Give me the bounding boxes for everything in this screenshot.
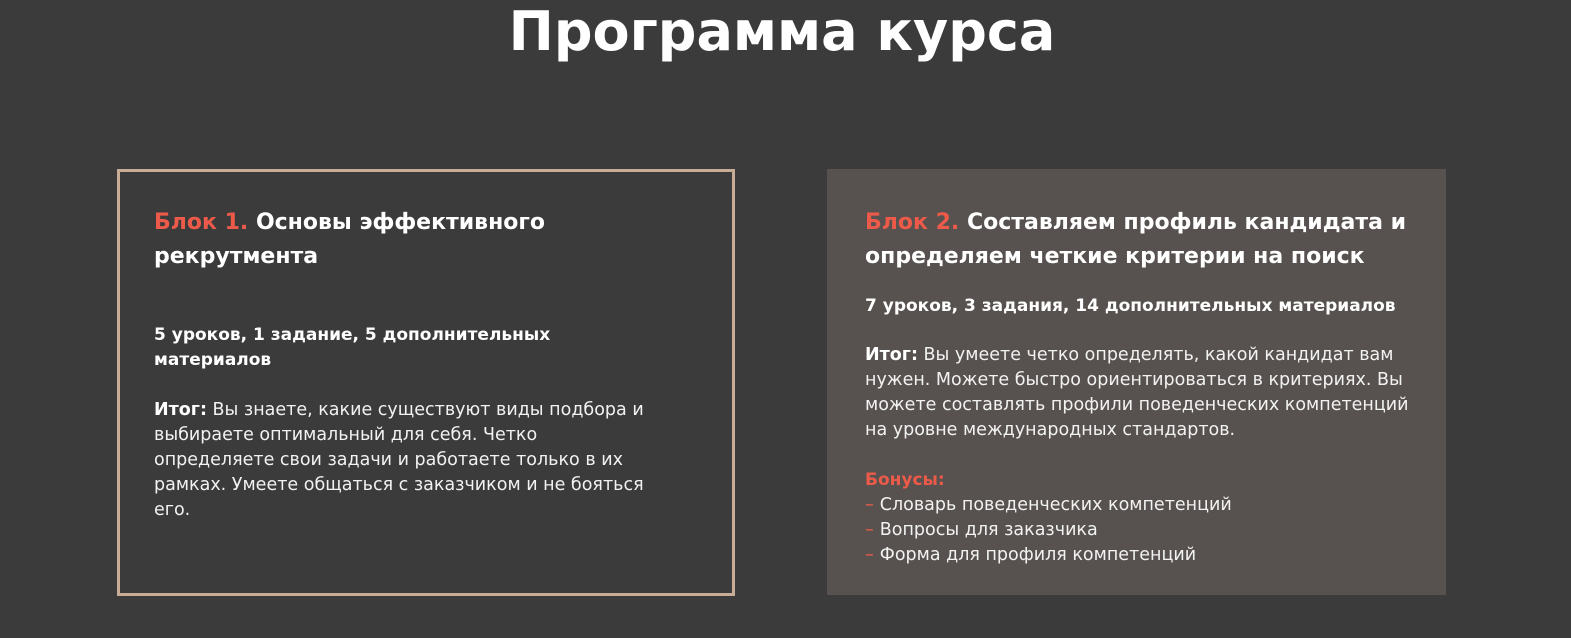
bonus-dash: – — [865, 495, 874, 515]
course-block-1-result — [154, 398, 654, 523]
course-block-1-prefix: Блок 1. — [154, 210, 249, 235]
course-block-2-card — [827, 169, 1446, 595]
course-block-2-title — [865, 206, 1425, 274]
course-block-1-meta: 5 уроков, 1 задание, 5 дополнительных материалов — [154, 325, 551, 370]
bonus-dash: – — [865, 520, 874, 540]
bonus-dash: – — [865, 545, 874, 565]
course-block-1-result-label: Итог: — [154, 400, 207, 420]
page-title: Программа курса — [508, 0, 1056, 63]
bonus-item-text: Вопросы для заказчика — [879, 520, 1098, 540]
course-block-2-content — [865, 206, 1425, 568]
course-block-2-result — [865, 343, 1425, 443]
course-block-1-title-text: Основы эффективного рекрутмента — [154, 210, 546, 269]
course-block-2-result-label: Итог: — [865, 345, 918, 365]
bonus-item — [865, 543, 1425, 568]
course-block-2-prefix: Блок 2. — [865, 210, 960, 235]
bonus-item — [865, 493, 1425, 518]
course-block-2-title-text: Составляем профиль кандидата и определяем четкие критерии на поиск — [865, 210, 1406, 269]
bonus-heading: Бонусы: — [865, 470, 945, 490]
course-block-2-result-text: Вы умеете четко определять, какой кандидат вам нужен. Можете быстро ориентироваться в критериях. Вы можете составлять профили поведенческих компетенций на уровне международных стандартов. — [865, 345, 1409, 440]
bonus-list — [865, 493, 1425, 568]
course-block-1-title — [154, 206, 714, 274]
course-block-1-content — [154, 206, 714, 523]
bonus-item-text: Форма для профиля компетенций — [879, 545, 1197, 565]
course-block-2-meta: 7 уроков, 3 задания, 14 дополнительных материалов — [865, 296, 1396, 316]
bonus-item-text: Словарь поведенческих компетенций — [879, 495, 1232, 515]
course-block-1-card — [117, 169, 735, 596]
bonus-item — [865, 518, 1425, 543]
course-block-1-result-text: Вы знаете, какие существуют виды подбора и выбираете оптимальный для себя. Четко определяете свои задачи и работаете только в их рамках. Умеете общаться с заказчиком и не бояться его. — [154, 400, 644, 520]
